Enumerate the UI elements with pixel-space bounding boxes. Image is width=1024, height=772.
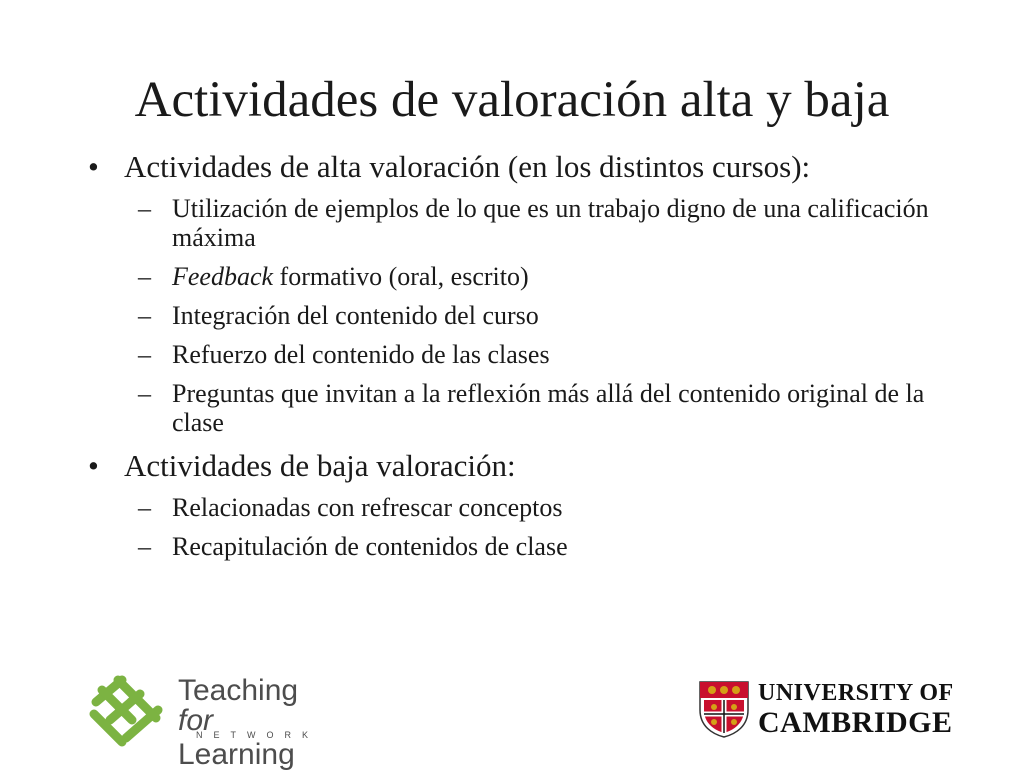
item-text: formativo (oral, escrito) <box>273 262 529 291</box>
item-text: Relacionadas con refrescar conceptos <box>172 493 563 522</box>
cambridge-text-line1: UNIVERSITY OF <box>758 680 954 706</box>
list-item-level2 <box>88 379 968 437</box>
item-text: Refuerzo del contenido de las clases <box>172 340 550 369</box>
dash-icon: – <box>138 379 151 408</box>
item-text: Actividades de baja valoración: <box>124 448 516 483</box>
list-item-level2 <box>88 301 968 330</box>
bullet-icon: • <box>88 149 99 184</box>
list-item-level2 <box>88 493 968 522</box>
list-item-level2 <box>88 340 968 369</box>
tfl-text-line1: Teaching <box>178 674 299 707</box>
dash-icon: – <box>138 493 151 522</box>
list-item-level2 <box>88 194 968 252</box>
item-text: Preguntas que invitan a la reflexión más allá del contenido original de la clase <box>172 379 925 437</box>
bullet-icon: • <box>88 448 99 483</box>
item-text: Integración del contenido del curso <box>172 301 539 330</box>
cambridge-shield-icon <box>698 680 750 738</box>
list-item-level1 <box>88 150 968 184</box>
dash-icon: – <box>138 340 151 369</box>
dash-icon: – <box>138 262 151 291</box>
bullet-list <box>88 150 968 561</box>
tfl-mark-icon <box>86 672 170 750</box>
dash-icon: – <box>138 532 151 561</box>
cambridge-text-line2: CAMBRIDGE <box>758 706 953 739</box>
cambridge-logo <box>698 680 968 740</box>
item-text: Actividades de alta valoración (en los distintos cursos): <box>124 149 811 184</box>
teaching-for-learning-logo <box>86 672 336 771</box>
item-text: Recapitulación de contenidos de clase <box>172 532 568 561</box>
tfl-text-line2: for Learning <box>178 704 295 771</box>
list-item-level2 <box>88 262 968 291</box>
slide-title: Actividades de valoración alta y baja <box>134 72 890 128</box>
list-item-level1 <box>88 449 968 483</box>
item-text-italic: Feedback <box>172 262 274 291</box>
list-item-level2 <box>88 532 968 561</box>
dash-icon: – <box>138 301 151 330</box>
dash-icon: – <box>138 194 151 223</box>
tfl-text-line3: NETWORK <box>196 730 319 740</box>
item-text: Utilización de ejemplos de lo que es un trabajo digno de una calificación máxima <box>172 194 929 252</box>
